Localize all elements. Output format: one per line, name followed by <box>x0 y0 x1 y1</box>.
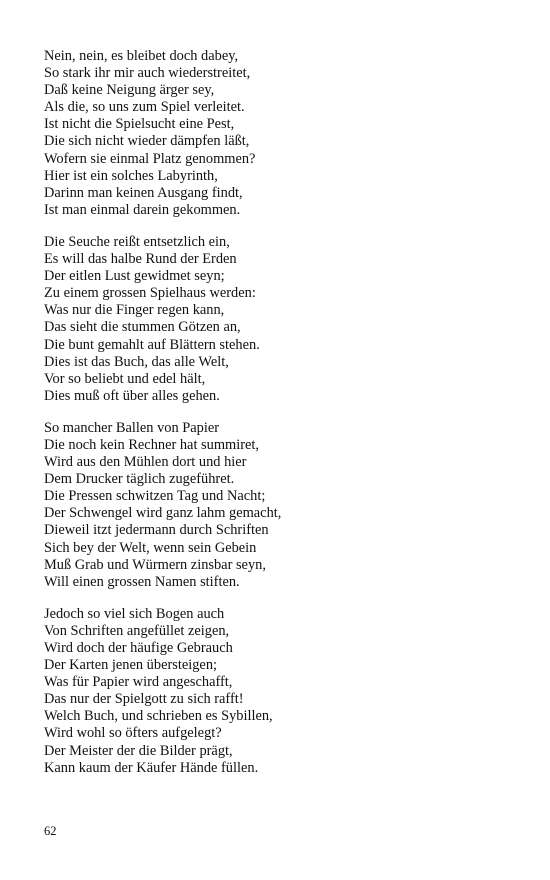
verse-line: Ist man einmal darein gekommen. <box>44 201 241 218</box>
page-number: 62 <box>44 824 57 838</box>
verse-line: Die sich nicht wieder dämpfen läßt, <box>44 133 250 150</box>
verse-line: Es will das halbe Rund der Erden <box>44 251 237 268</box>
verse-line: Die bunt gemahlt auf Blättern stehen. <box>44 336 260 353</box>
verse-line: Nein, nein, es bleibet doch dabey, <box>44 48 239 64</box>
verse-line: Wird aus den Mühlen dort und hier <box>44 454 247 471</box>
verse-line: Wird wohl so öfters aufgelegt? <box>44 725 222 742</box>
verse-line: Muß Grab und Würmern zinsbar seyn, <box>44 556 266 573</box>
verse-line: Der Meister der die Bilder prägt, <box>44 742 233 759</box>
verse-line: Dies ist das Buch, das alle Welt, <box>44 353 229 370</box>
verse-line: Der Schwengel wird ganz lahm gemacht, <box>44 505 282 522</box>
verse-line: Hier ist ein solches Labyrinth, <box>44 167 218 184</box>
verse-line: Von Schriften angefüllet zeigen, <box>44 622 230 639</box>
stanza-3 <box>44 420 524 591</box>
verse-line: Die Seuche reißt entsetzlich ein, <box>44 233 230 250</box>
verse-line: Dieweil itzt jedermann durch Schriften <box>44 522 269 539</box>
verse-line: Kann kaum der Käufer Hände füllen. <box>44 759 259 776</box>
verse-line: Daß keine Neigung ärger sey, <box>44 82 215 99</box>
stanza-1 <box>44 48 524 219</box>
verse-line: Wird doch der häufige Gebrauch <box>44 640 233 656</box>
verse-line: Als die, so uns zum Spiel verleitet. <box>44 99 245 116</box>
verse-line: Jedoch so viel sich Bogen auch <box>44 605 225 622</box>
verse-line: So mancher Ballen von Papier <box>44 419 220 436</box>
verse-line: Sich bey der Welt, wenn sein Gebein <box>44 539 257 556</box>
verse-line: Das sieht die stummen Götzen an, <box>44 319 241 336</box>
verse-line: Zu einem grossen Spielhaus werden: <box>44 285 256 302</box>
verse-line: Der Karten jenen übersteigen; <box>44 657 218 674</box>
poem-text <box>44 48 524 792</box>
verse-line: Welch Buch, und schrieben es Sybillen, <box>44 708 273 725</box>
verse-line: Dem Drucker täglich zugeführet. <box>44 471 235 488</box>
verse-line: Dies muß oft über alles gehen. <box>44 387 220 404</box>
verse-line: Was nur die Finger regen kann, <box>44 302 225 319</box>
stanza-4 <box>44 606 524 777</box>
stanza-2 <box>44 234 524 405</box>
verse-line: Ist nicht die Spielsucht eine Pest, <box>44 116 235 133</box>
verse-line: Der eitlen Lust gewidmet seyn; <box>44 268 225 285</box>
verse-line: Will einen grossen Namen stiften. <box>44 573 240 590</box>
verse-line: Die noch kein Rechner hat summiret, <box>44 436 259 453</box>
verse-line: Das nur der Spielgott zu sich rafft! <box>44 691 244 708</box>
verse-line: Die Pressen schwitzen Tag und Nacht; <box>44 488 266 505</box>
verse-line: Vor so beliebt und edel hält, <box>44 370 206 387</box>
verse-line: Wofern sie einmal Platz genommen? <box>44 150 256 167</box>
verse-line: Darinn man keinen Ausgang findt, <box>44 184 243 201</box>
verse-line: Was für Papier wird angeschafft, <box>44 674 233 691</box>
verse-line: So stark ihr mir auch wiederstreitet, <box>44 65 251 82</box>
